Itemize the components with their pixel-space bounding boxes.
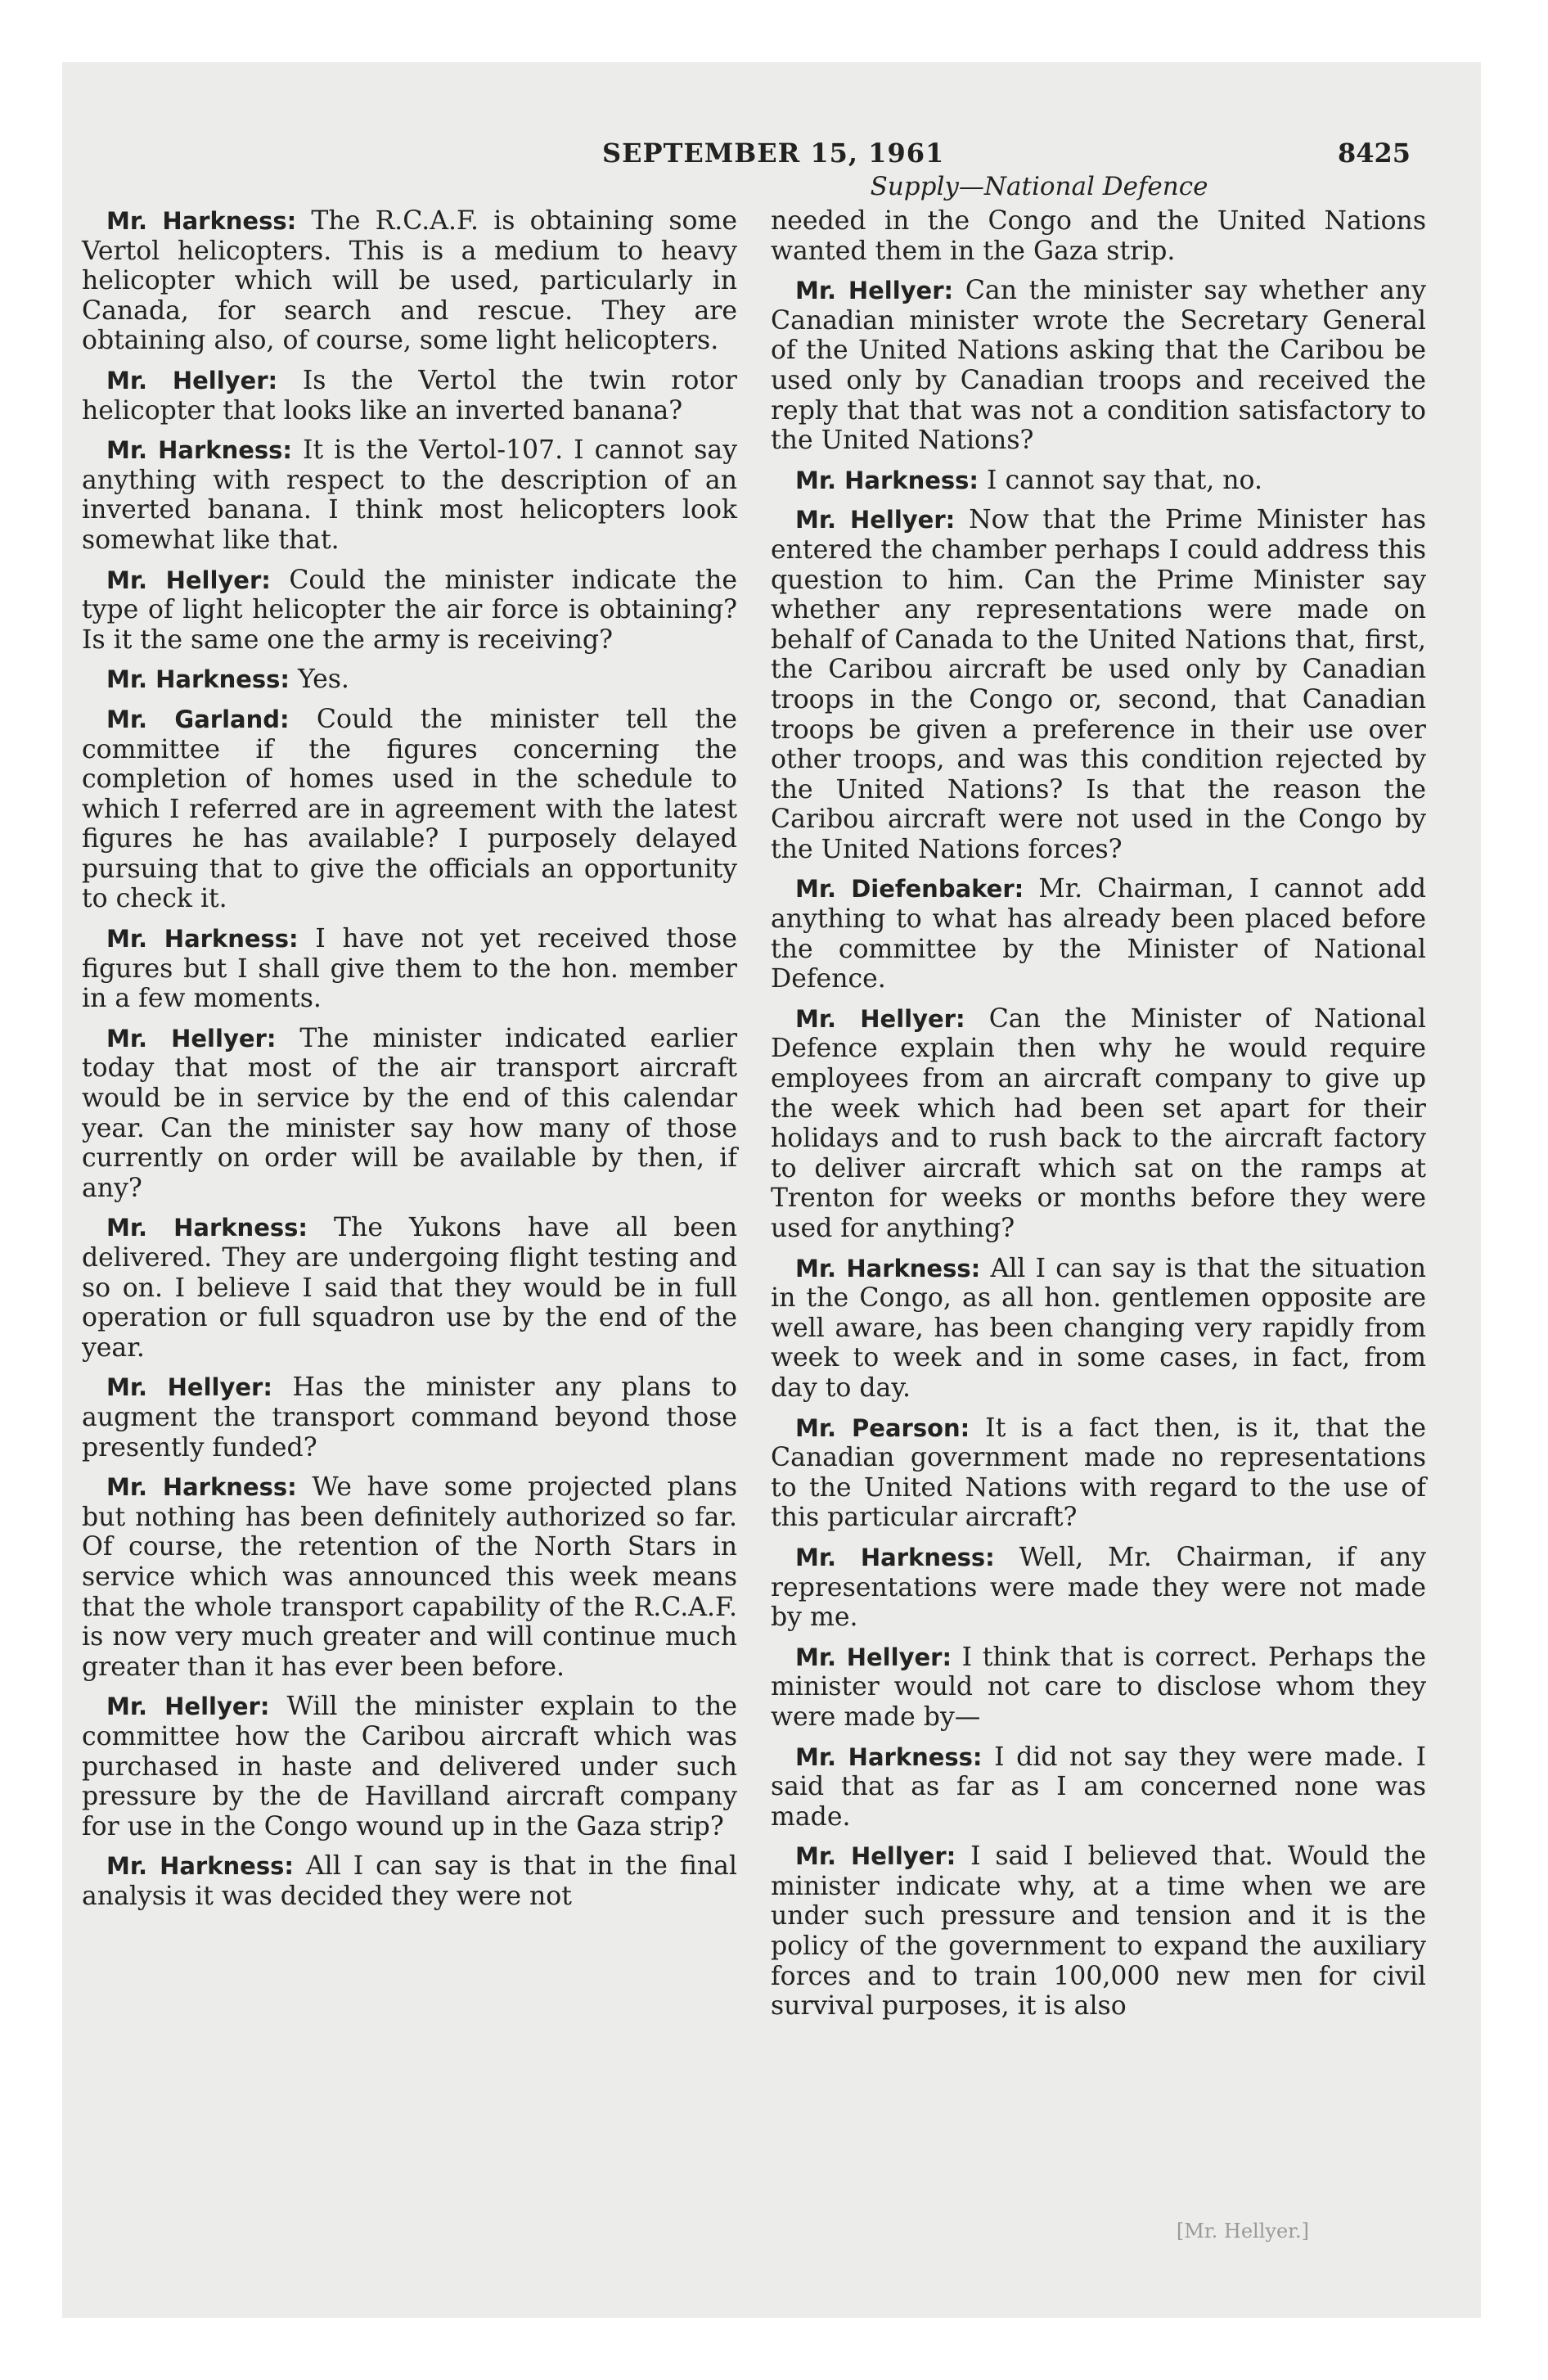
page-number: 8425 — [1337, 137, 1411, 169]
transcript-paragraph — [82, 1024, 737, 1204]
speech-text: It is a fact then, is it, that the Canadian government made no representations to the United Nations with regard to the use of this particular aircraft? — [771, 1413, 1427, 1533]
speech-text: We have some projected plans but nothing has been definitely authorized so far. Of course, the retention of the North Stars in service which was announced this week means that the whole transport capability of the R.C.A.F. is now very much greater and will continue much greater than it has ever been before. — [82, 1472, 738, 1682]
speech-text: Well, Mr. Chairman, if any representations were made they were not made by me. — [771, 1542, 1427, 1633]
speaker-name: Mr. Harkness: — [795, 1543, 995, 1571]
speech-text: All I can say is that the situation in the Congo, as all hon. gentlemen opposite are well aware, has been changing very rapidly from week to week and in some cases, in fact, from day to day. — [771, 1253, 1427, 1403]
speaker-name: Mr. Hellyer: — [795, 1643, 952, 1671]
document-page — [62, 62, 1481, 2318]
transcript-paragraph — [82, 435, 737, 555]
speech-text: I did not say they were made. I said that as far as I am concerned none was made. — [771, 1742, 1427, 1832]
right-column — [771, 206, 1426, 2031]
transcript-paragraph — [771, 1254, 1426, 1404]
transcript-paragraph — [771, 1543, 1426, 1633]
speaker-name: Mr. Hellyer: — [795, 1004, 965, 1033]
speaker-name: Mr. Harkness: — [106, 436, 293, 465]
speaker-name: Mr. Harkness: — [795, 1742, 983, 1771]
speaker-name: Mr. Garland: — [106, 705, 290, 733]
transcript-paragraph — [771, 874, 1426, 994]
transcript-paragraph — [82, 1472, 737, 1682]
page-header — [62, 137, 1481, 170]
speech-text: I have not yet received those figures but I shall give them to the hon. member in a few moments. — [82, 924, 737, 1014]
transcript-paragraph — [771, 1841, 1426, 2022]
speech-text: I cannot say that, no. — [987, 465, 1262, 495]
transcript-paragraph — [82, 566, 737, 656]
speech-text: Is the Vertol the twin rotor helicopter that looks like an inverted banana? — [82, 365, 737, 426]
speaker-name: Mr. Hellyer: — [795, 1842, 956, 1871]
speaker-name: Mr. Hellyer: — [106, 366, 278, 394]
transcript-paragraph — [771, 1413, 1426, 1533]
speaker-name: Mr. Hellyer: — [106, 1024, 277, 1053]
transcript-paragraph — [82, 1213, 737, 1363]
speech-text: Could the minister indicate the type of light helicopter the air force is obtaining? Is it the same one the army is receiving? — [82, 565, 737, 655]
transcript-paragraph — [771, 505, 1426, 864]
speech-text: The R.C.A.F. is obtaining some Vertol helicopters. This is a medium to heavy helicopter which will be used, particularly in Canada, for search and rescue. They are obtaining also, of course, some light helicopters. — [82, 206, 737, 356]
transcript-paragraph — [82, 366, 737, 426]
footer-speaker-tag: [Mr. Hellyer.] — [1176, 2220, 1309, 2243]
speech-text: Mr. Chairman, I cannot add anything to what has already been placed before the committee by the Minister of National Defence. — [771, 874, 1426, 994]
speaker-name: Mr. Hellyer: — [106, 566, 271, 594]
speaker-name: Mr. Hellyer: — [106, 1693, 270, 1721]
speaker-name: Mr. Harkness: — [106, 1473, 297, 1502]
transcript-paragraph — [82, 1373, 737, 1463]
speech-text: Now that the Prime Minister has entered the chamber perhaps I could address this question to him. Can the Prime Minister say whether any representations were made on behalf of Canada to the United Nations that, first, the Caribou aircraft be used only by Canadian troops in the Congo or, second, that Canadian troops be given a preference in their use over other troops, and was this condition rejected by the United Nations? Is that the reason the Caribou aircraft were not used in the Congo by the United Nations forces? — [771, 505, 1427, 864]
speech-text: Will the minister explain to the committee how the Caribou aircraft which was purchased in haste and delivered under such pressure by the de Havilland aircraft company for use in the Congo wound up in the Gaza strip? — [82, 1692, 737, 1841]
speech-text: Can the minister say whether any Canadian minister wrote the Secretary General of the United Nations asking that the Caribou be used only by Canadian troops and received the reply that that was not a condition satisfactory to the United Nations? — [771, 276, 1426, 456]
left-column — [82, 206, 737, 1921]
speech-text: I think that is correct. Perhaps the minister would not care to disclose whom they were made by— — [771, 1642, 1426, 1732]
speech-text: Could the minister tell the committee if the figures concerning the completion of homes used in the schedule to which I referred are in agreement with the latest figures he has available? I purposely delayed pursuing that to give the officials an opportunity to check it. — [82, 704, 738, 914]
transcript-paragraph — [82, 1692, 737, 1841]
speaker-name: Mr. Hellyer: — [795, 277, 954, 305]
transcript-paragraph — [82, 705, 737, 914]
speaker-name: Mr. Harkness: — [106, 1852, 294, 1881]
speech-text: It is the Vertol-107. I cannot say anything with respect to the description of an inverted banana. I think most helicopters look somewhat like that. — [82, 435, 737, 555]
speaker-name: Mr. Harkness: — [106, 665, 290, 694]
speech-text: Can the Minister of National Defence explain then why he would require employees from an aircraft company to give up the week which had been set apart for their holidays and to rush back to the aircraft factory to deliver aircraft which sat on the ramps at Trenton for weeks or months before they were used for anything? — [771, 1003, 1427, 1243]
speaker-name: Mr. Harkness: — [106, 925, 299, 953]
speaker-name: Mr. Harkness: — [106, 1214, 308, 1242]
speech-text: The minister indicated earlier today that most of the air transport aircraft would be in service by the end of this calendar year. Can the minister say how many of those currently on order will be available by then, if any? — [82, 1023, 737, 1203]
speech-text: I said I believed that. Would the minister indicate why, at a time when we are under such pressure and tension and it is the policy of the government to expand the auxiliary forces and to train 100,000 new men for civil survival purposes, it is also — [771, 1841, 1427, 2022]
transcript-paragraph — [771, 276, 1426, 456]
transcript-paragraph — [771, 1004, 1426, 1244]
speaker-name: Mr. Pearson: — [795, 1413, 970, 1442]
transcript-paragraph — [771, 1643, 1426, 1733]
transcript-paragraph — [771, 466, 1426, 496]
speaker-name: Mr. Harkness: — [795, 466, 979, 494]
speech-text: All I can say is that in the final analysis it was decided they were not — [82, 1851, 737, 1911]
speech-text: needed in the Congo and the United Nations wanted them in the Gaza strip. — [771, 206, 1426, 266]
speech-text: Has the minister any plans to augment the transport command beyond those presently funded? — [82, 1373, 738, 1463]
transcript-paragraph — [771, 1742, 1426, 1832]
speaker-name: Mr. Hellyer: — [795, 506, 956, 534]
transcript-paragraph — [82, 924, 737, 1014]
speaker-name: Mr. Harkness: — [106, 207, 297, 235]
header-date: SEPTEMBER 15, 1961 — [602, 137, 945, 169]
speaker-name: Mr. Harkness: — [795, 1254, 981, 1282]
transcript-paragraph — [82, 1851, 737, 1911]
speech-text: The Yukons have all been delivered. They are undergoing flight testing and so on. I believe I said that they would be in full operation or full squadron use by the end of the year. — [82, 1213, 738, 1363]
transcript-paragraph — [82, 206, 737, 356]
transcript-paragraph — [82, 665, 737, 695]
speaker-name: Mr. Hellyer: — [106, 1373, 272, 1402]
speaker-name: Mr. Diefenbaker: — [795, 875, 1024, 904]
speech-text: Yes. — [298, 665, 349, 695]
transcript-paragraph — [771, 206, 1426, 266]
section-subtitle: Supply—National Defence — [870, 172, 1208, 201]
